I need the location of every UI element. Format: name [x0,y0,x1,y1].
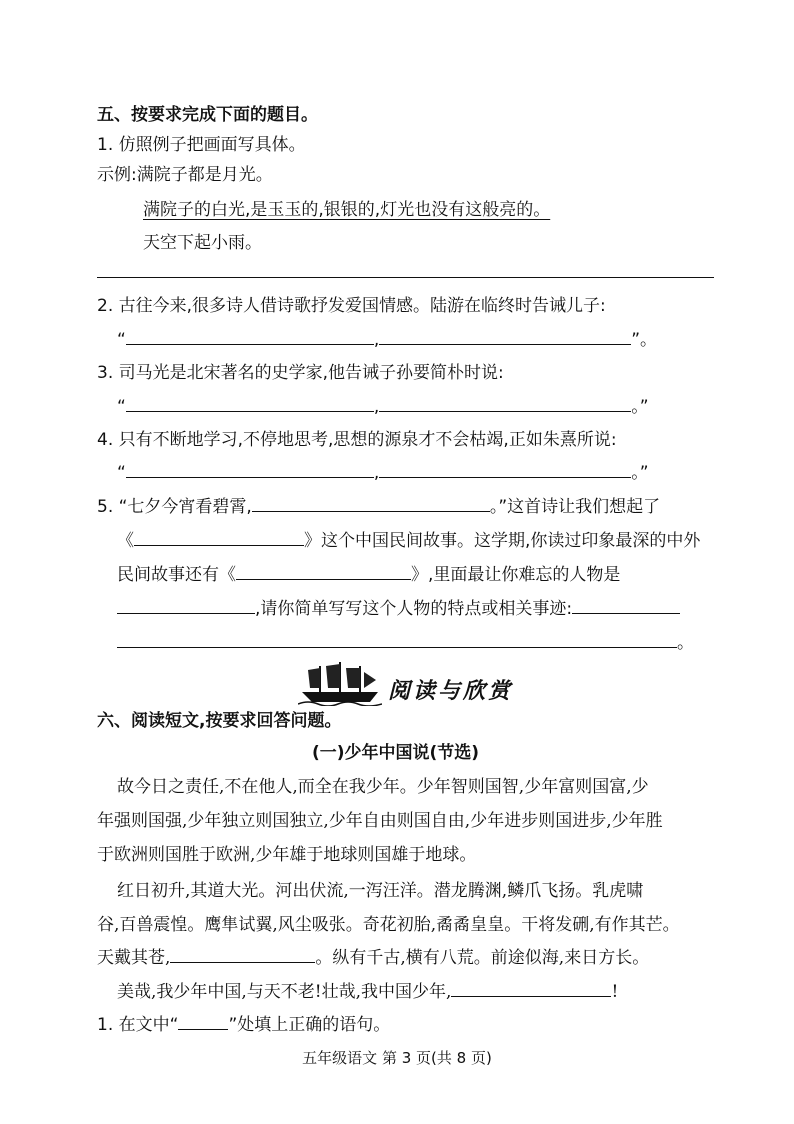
passage-p2-l3-start: 天戴其苍, [97,948,171,968]
passage-p1-l2: 年强则国强,少年独立则国独立,少年自由则国自由,少年进步则国进步,少年胜 [97,811,663,831]
q5-line-3-text: 民间故事还有《 [117,565,236,585]
q1-example-label: 示例:满院子都是月光。 [97,165,273,185]
q2-close: ”。 [631,330,658,350]
q5-line-5-end: 。 [677,633,694,653]
q4-blank-1[interactable] [126,461,374,478]
q5-poem-start: 5. “七夕今宵看碧霄, [97,497,252,517]
q2-blank-1[interactable] [126,328,374,345]
passage-p2-l2: 谷,百兽震惶。鹰隼试翼,风尘吸张。奇花初胎,矞矞皇皇。干将发硎,有作其芒。 [97,915,680,935]
q1-task: 天空下起小雨。 [143,233,262,253]
section6-title: 六、阅读短文,按要求回答问题。 [97,711,342,731]
q1-answer-line[interactable] [97,277,714,278]
q5-blank-story[interactable] [134,529,304,546]
passage-p2-l1: 红日初升,其道大光。河出伏流,一泻汪洋。潜龙腾渊,鳞爪飞扬。乳虎啸 [117,881,644,901]
page-footer: 五年级语文 第 3 页(共 8 页) [302,1049,492,1067]
q2-answer-row [117,328,657,351]
q5-line-2 [117,529,700,552]
q5-line-1 [97,495,660,518]
q5-line-4 [117,597,680,620]
passage-p1-l3: 于欧洲则国胜于欧洲,少年雄于地球则国雄于地球。 [97,845,477,865]
passage-blank-1[interactable] [170,946,315,963]
passage-p2-l3 [97,946,649,969]
q5-line-4-text: ,请你简单写写这个人物的特点或相关事迹: [255,599,573,619]
q5-book-open: 《 [117,531,134,551]
q5-blank-traits-2[interactable] [117,631,677,648]
q5-blank-poem[interactable] [252,495,490,512]
q4-prompt: 4. 只有不断地学习,不停地思考,思想的源泉才不会枯竭,正如朱熹所说: [97,430,617,450]
q2-open-quote: “ [117,330,126,350]
q3-comma: , [373,397,380,417]
passage-blank-2[interactable] [451,980,611,997]
q3-prompt: 3. 司马光是北宋著名的史学家,他告诫子孙要简朴时说: [97,363,504,383]
passage-p3-start: 美哉,我少年中国,与天不老!壮哉,我中国少年, [117,982,452,1002]
q3-close: 。” [631,397,649,417]
passage-p3 [117,980,618,1003]
s6-q1-sample-blank [178,1013,228,1030]
q4-answer-row [117,461,649,484]
passage-p3-end: ! [611,982,619,1002]
s6-q1 [97,1013,390,1036]
q1-example-answer: 满院子的白光,是玉玉的,银银的,灯光也没有这般亮的。 [143,200,551,220]
sailing-ship-icon [298,660,382,706]
s6-q1-end: ”处填上正确的语句。 [228,1015,391,1035]
q4-close: 。” [631,463,649,483]
q2-comma: , [373,330,380,350]
passage-title: (一)少年中国说(节选) [312,743,480,763]
passage-p1-l1: 故今日之责任,不在他人,而全在我少年。少年智则国智,少年富则国富,少 [117,777,649,797]
q4-open-quote: “ [117,463,126,483]
q5-line-2-text: 》这个中国民间故事。这学期,你读过印象最深的中外 [304,531,701,551]
s6-q1-start: 1. 在文中“ [97,1015,179,1035]
q3-blank-1[interactable] [126,395,374,412]
q4-comma: , [373,463,380,483]
q5-blank-favorite[interactable] [236,563,411,580]
q5-line-3-end: 》,里面最让你难忘的人物是 [411,565,621,585]
q3-open-quote: “ [117,397,126,417]
section5-title: 五、按要求完成下面的题目。 [97,105,318,125]
q5-line-5 [117,631,694,654]
q3-answer-row [117,395,649,418]
q3-blank-2[interactable] [379,395,631,412]
passage-p2-l3-end: 。纵有千古,横有八荒。前途似海,来日方长。 [315,948,650,968]
q5-line-3 [117,563,620,586]
q2-prompt: 2. 古往今来,很多诗人借诗歌抒发爱国情感。陆游在临终时告诫儿子: [97,296,606,316]
banner-title: 阅读与欣赏 [388,678,514,704]
q5-blank-traits-1[interactable] [572,597,680,614]
q1-prompt: 1. 仿照例子把画面写具体。 [97,135,306,155]
q2-blank-2[interactable] [379,328,631,345]
q5-poem-end: 。”这首诗让我们想起了 [489,497,661,517]
q4-blank-2[interactable] [379,461,631,478]
q5-blank-character[interactable] [117,597,255,614]
